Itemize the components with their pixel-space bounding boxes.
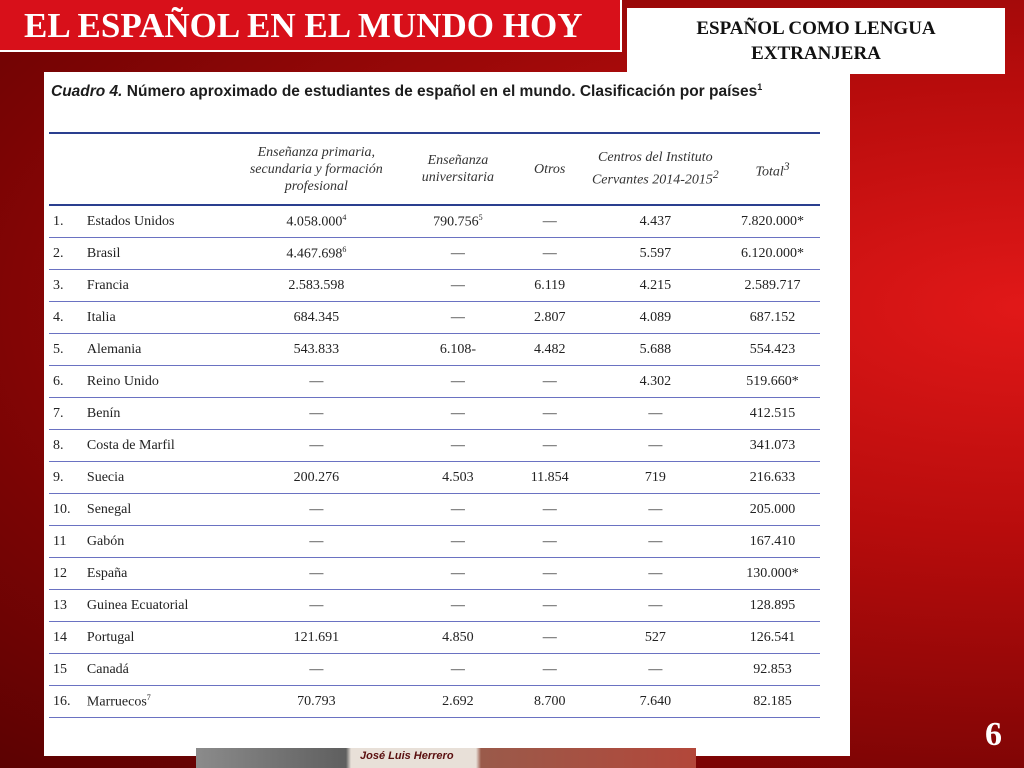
- cell-primary: [231, 462, 402, 494]
- cell-university-value: 2.692: [442, 693, 474, 709]
- cell-country-value: España: [86, 565, 128, 581]
- cell-others: [514, 558, 586, 590]
- header-university: Enseñanza universitaria: [402, 133, 514, 205]
- table-row: [49, 398, 820, 430]
- cell-country: [85, 238, 231, 270]
- cell-cervantes-value: 4.302: [639, 373, 672, 389]
- cell-rank-value: 16.: [53, 693, 71, 709]
- table-row: [49, 494, 820, 526]
- cell-university-value: —: [450, 501, 465, 517]
- cell-others: [514, 302, 586, 334]
- cell-cervantes: [586, 205, 726, 238]
- cell-rank-value: 15: [53, 661, 67, 677]
- cell-cervantes-value: 719: [644, 469, 666, 485]
- cell-country: [85, 654, 231, 686]
- cell-rank-value: 4.: [53, 309, 64, 325]
- table-header-row: [49, 133, 820, 205]
- cell-university: [402, 494, 514, 526]
- cell-others-value: 11.854: [530, 469, 569, 485]
- cell-university-value: —: [450, 277, 465, 293]
- cell-others-value: 8.700: [533, 693, 566, 709]
- cell-cervantes-value: —: [648, 501, 663, 517]
- slide-subtitle: ESPAÑOL COMO LENGUA EXTRANJERA: [627, 8, 1005, 74]
- cell-rank: [49, 494, 85, 526]
- cell-total: [725, 686, 820, 718]
- cell-university-note: 5: [478, 212, 483, 222]
- cell-university: [402, 302, 514, 334]
- cell-university: [402, 558, 514, 590]
- cell-cervantes-value: —: [648, 597, 663, 613]
- cell-country: [85, 526, 231, 558]
- cell-total: [725, 526, 820, 558]
- cell-university: [402, 686, 514, 718]
- cell-primary-value: —: [309, 373, 324, 389]
- cell-primary: [231, 238, 402, 270]
- cell-cervantes: [586, 334, 726, 366]
- cell-cervantes-value: 7.640: [639, 693, 672, 709]
- cell-primary-value: —: [309, 501, 324, 517]
- cell-country: [85, 590, 231, 622]
- cell-country-value: Estados Unidos: [86, 213, 175, 229]
- cell-cervantes: [586, 622, 726, 654]
- cell-country: [85, 398, 231, 430]
- cell-university: [402, 238, 514, 270]
- cell-primary: [231, 526, 402, 558]
- cell-primary: [231, 494, 402, 526]
- cell-university: [402, 270, 514, 302]
- cell-total-value: 128.895: [749, 597, 796, 613]
- table-row: [49, 526, 820, 558]
- cell-rank-value: 11: [53, 533, 67, 549]
- table-caption: [51, 82, 762, 101]
- cell-primary: [231, 590, 402, 622]
- cell-cervantes: [586, 654, 726, 686]
- cell-primary: [231, 686, 402, 718]
- cell-rank: [49, 622, 85, 654]
- cell-country-value: Guinea Ecuatorial: [86, 597, 189, 613]
- cell-cervantes: [586, 238, 726, 270]
- cell-total: [725, 494, 820, 526]
- cell-total-value: 205.000: [749, 501, 796, 517]
- cell-total-value: 130.000*: [746, 565, 799, 581]
- cell-others-value: —: [542, 373, 557, 389]
- cell-rank-value: 14: [53, 629, 67, 645]
- cell-others: [514, 654, 586, 686]
- cell-country: [85, 302, 231, 334]
- cell-primary-value: —: [309, 533, 324, 549]
- cell-cervantes-value: —: [648, 533, 663, 549]
- cell-primary: [231, 558, 402, 590]
- cell-country: [85, 622, 231, 654]
- table-row: [49, 302, 820, 334]
- cell-rank-value: 7.: [53, 405, 64, 421]
- cell-rank-value: 10.: [53, 501, 71, 517]
- cell-primary-value: 2.583.598: [288, 277, 345, 293]
- cell-rank: [49, 526, 85, 558]
- cell-rank-value: 1.: [53, 213, 64, 229]
- cell-others: [514, 430, 586, 462]
- cell-cervantes: [586, 686, 726, 718]
- cell-others-value: —: [542, 661, 557, 677]
- cell-rank: [49, 590, 85, 622]
- cell-primary-note: 4: [342, 212, 347, 222]
- cell-country: [85, 270, 231, 302]
- cell-rank-value: 9.: [53, 469, 64, 485]
- cell-others-value: —: [542, 629, 557, 645]
- cell-country-value: Suecia: [86, 469, 125, 485]
- header-country: [85, 133, 231, 205]
- table-row: [49, 205, 820, 238]
- cell-rank: [49, 558, 85, 590]
- cell-rank: [49, 302, 85, 334]
- cell-others: [514, 686, 586, 718]
- cell-cervantes-value: —: [648, 405, 663, 421]
- cell-others-value: —: [542, 213, 557, 229]
- cell-country: [85, 462, 231, 494]
- cell-rank: [49, 686, 85, 718]
- cell-primary: [231, 302, 402, 334]
- cell-others: [514, 462, 586, 494]
- cell-cervantes: [586, 526, 726, 558]
- cell-others-value: —: [542, 501, 557, 517]
- cell-others: [514, 270, 586, 302]
- cell-rank: [49, 334, 85, 366]
- cell-university-value: —: [450, 661, 465, 677]
- cell-rank: [49, 205, 85, 238]
- cell-rank: [49, 238, 85, 270]
- cell-primary-value: 684.345: [293, 309, 340, 325]
- cell-university-value: —: [450, 565, 465, 581]
- cell-primary: [231, 205, 402, 238]
- cell-primary: [231, 622, 402, 654]
- cell-university: [402, 366, 514, 398]
- cell-total: [725, 366, 820, 398]
- header-cervantes-note: 2: [712, 168, 719, 182]
- cell-country: [85, 558, 231, 590]
- cell-total-value: 216.633: [749, 469, 796, 485]
- caption-note: 1: [757, 82, 763, 92]
- cell-others: [514, 398, 586, 430]
- cell-primary-value: 200.276: [293, 469, 340, 485]
- cell-total-value: 6.120.000*: [741, 245, 805, 261]
- cell-country: [85, 334, 231, 366]
- table-row: [49, 462, 820, 494]
- students-table: [49, 132, 820, 718]
- cell-primary-note: 6: [342, 244, 347, 254]
- header-total-note: 3: [783, 159, 790, 173]
- cell-university: [402, 622, 514, 654]
- cell-total-value: 167.410: [749, 533, 796, 549]
- cell-university-value: —: [450, 245, 465, 261]
- cell-university: [402, 398, 514, 430]
- cell-cervantes: [586, 494, 726, 526]
- cell-primary-value: 121.691: [293, 629, 340, 645]
- cell-university: [402, 654, 514, 686]
- page-number: 6: [985, 716, 1002, 753]
- cell-university-value: 790.756: [433, 214, 479, 230]
- cell-total-value: 554.423: [749, 341, 796, 357]
- cell-primary: [231, 366, 402, 398]
- cell-cervantes-value: 4.215: [639, 277, 672, 293]
- cell-university-value: —: [450, 533, 465, 549]
- cell-total-value: 687.152: [749, 309, 796, 325]
- cell-cervantes: [586, 398, 726, 430]
- cell-university-value: —: [450, 309, 465, 325]
- cell-others-value: —: [542, 245, 557, 261]
- cell-university-value: —: [450, 405, 465, 421]
- cell-cervantes: [586, 462, 726, 494]
- table-row: [49, 558, 820, 590]
- table-row: [49, 590, 820, 622]
- cell-total-value: 82.185: [753, 693, 792, 709]
- cell-cervantes: [586, 366, 726, 398]
- cell-others-value: 2.807: [533, 309, 566, 325]
- cell-rank-value: 3.: [53, 277, 64, 293]
- cell-university-value: 4.503: [442, 469, 474, 485]
- cell-cervantes-value: 4.089: [639, 309, 672, 325]
- cell-university: [402, 205, 514, 238]
- cell-country: [85, 430, 231, 462]
- cell-rank-value: 8.: [53, 437, 64, 453]
- cell-total-value: 519.660*: [746, 373, 799, 389]
- cell-university-value: 4.850: [442, 629, 474, 645]
- cell-rank-value: 13: [53, 597, 67, 613]
- cell-rank: [49, 430, 85, 462]
- cell-primary-value: —: [309, 405, 324, 421]
- caption-text: Número aproximado de estudiantes de español en el mundo. Clasificación por países: [122, 83, 758, 101]
- cell-total-value: 92.853: [753, 661, 792, 677]
- cell-country: [85, 686, 231, 718]
- cell-university-value: —: [450, 373, 465, 389]
- cell-rank-value: 2.: [53, 245, 64, 261]
- cell-cervantes: [586, 270, 726, 302]
- cell-total: [725, 334, 820, 366]
- cell-cervantes-value: 4.437: [639, 213, 672, 229]
- cell-country-value: Brasil: [86, 245, 121, 261]
- cell-rank-value: 5.: [53, 341, 64, 357]
- table-row: [49, 622, 820, 654]
- cell-primary-value: 4.467.698: [286, 246, 343, 262]
- cell-university-value: —: [450, 597, 465, 613]
- cell-primary-value: 4.058.000: [286, 214, 343, 230]
- cell-total-value: 2.589.717: [744, 277, 801, 293]
- cell-others-value: —: [542, 533, 557, 549]
- cell-others-value: —: [542, 597, 557, 613]
- header-cervantes-label: Centros del Instituto Cervantes 2014-2015: [591, 150, 713, 188]
- cell-country: [85, 366, 231, 398]
- caption-lead: Cuadro 4.: [51, 83, 123, 101]
- cell-primary-value: —: [309, 661, 324, 677]
- cell-primary-value: —: [309, 437, 324, 453]
- cell-others: [514, 238, 586, 270]
- cell-primary: [231, 270, 402, 302]
- cell-primary: [231, 398, 402, 430]
- cell-country-value: Alemania: [86, 341, 142, 357]
- cell-primary-value: 543.833: [293, 341, 340, 357]
- cell-others-value: —: [542, 565, 557, 581]
- cell-total: [725, 398, 820, 430]
- cell-others: [514, 622, 586, 654]
- cell-others-value: —: [542, 437, 557, 453]
- cell-rank-value: 12: [53, 565, 67, 581]
- slide-title: EL ESPAÑOL EN EL MUNDO HOY: [0, 0, 622, 52]
- cell-country-value: Costa de Marfil: [86, 437, 175, 453]
- cell-cervantes-value: —: [648, 437, 663, 453]
- cell-total-value: 126.541: [749, 629, 796, 645]
- table-row: [49, 654, 820, 686]
- cell-rank: [49, 398, 85, 430]
- table-row: [49, 334, 820, 366]
- cell-total: [725, 270, 820, 302]
- cell-university: [402, 462, 514, 494]
- cell-others: [514, 205, 586, 238]
- cell-university-value: 6.108-: [439, 341, 476, 357]
- table-row: [49, 366, 820, 398]
- cell-others-value: —: [542, 405, 557, 421]
- cell-total-value: 7.820.000*: [741, 213, 805, 229]
- cell-primary-value: —: [309, 597, 324, 613]
- cell-country-value: Italia: [86, 309, 116, 325]
- table-row: [49, 430, 820, 462]
- cell-rank: [49, 462, 85, 494]
- cell-university: [402, 430, 514, 462]
- footer-author: José Luis Herrero: [360, 750, 454, 762]
- cell-total: [725, 302, 820, 334]
- cell-rank-value: 6.: [53, 373, 64, 389]
- cell-total: [725, 238, 820, 270]
- cell-country-value: Canadá: [86, 661, 129, 677]
- cell-university: [402, 526, 514, 558]
- cell-country-note: 7: [146, 692, 151, 702]
- cell-total-value: 341.073: [749, 437, 796, 453]
- cell-total: [725, 654, 820, 686]
- cell-others: [514, 366, 586, 398]
- table-document: [44, 72, 850, 756]
- cell-country-value: Portugal: [86, 629, 135, 645]
- cell-country: [85, 205, 231, 238]
- cell-others-value: 4.482: [533, 341, 566, 357]
- cell-primary-value: 70.793: [297, 693, 336, 709]
- cell-primary: [231, 334, 402, 366]
- header-total: [725, 133, 820, 205]
- cell-country-value: Reino Unido: [86, 373, 159, 389]
- cell-cervantes-value: 527: [644, 629, 666, 645]
- cell-total: [725, 558, 820, 590]
- cell-total-value: 412.515: [749, 405, 796, 421]
- cell-cervantes-value: 5.688: [639, 341, 672, 357]
- cell-others: [514, 494, 586, 526]
- cell-country-value: Senegal: [86, 501, 132, 517]
- header-cervantes: [586, 133, 726, 205]
- cell-others: [514, 526, 586, 558]
- cell-country-value: Francia: [86, 277, 129, 293]
- cell-cervantes: [586, 430, 726, 462]
- cell-primary: [231, 430, 402, 462]
- cell-country: [85, 494, 231, 526]
- cell-total: [725, 590, 820, 622]
- cell-primary-value: —: [309, 565, 324, 581]
- cell-cervantes-value: —: [648, 661, 663, 677]
- cell-cervantes: [586, 590, 726, 622]
- cell-cervantes-value: —: [648, 565, 663, 581]
- cell-university-value: —: [450, 437, 465, 453]
- cell-country-value: Gabón: [86, 533, 125, 549]
- table-row: [49, 686, 820, 718]
- cell-cervantes: [586, 302, 726, 334]
- cell-others-value: 6.119: [534, 277, 566, 293]
- header-total-label: Total: [755, 164, 784, 180]
- cell-university: [402, 334, 514, 366]
- cell-total: [725, 205, 820, 238]
- cell-total: [725, 622, 820, 654]
- header-rank: [49, 133, 85, 205]
- table-row: [49, 238, 820, 270]
- cell-rank: [49, 366, 85, 398]
- cell-rank: [49, 270, 85, 302]
- cell-country-value: Benín: [86, 405, 121, 421]
- cell-cervantes-value: 5.597: [639, 245, 672, 261]
- header-primary: Enseñanza primaria, secundaria y formación profesional: [231, 133, 402, 205]
- cell-cervantes: [586, 558, 726, 590]
- table-row: [49, 270, 820, 302]
- header-others: Otros: [514, 133, 586, 205]
- cell-rank: [49, 654, 85, 686]
- cell-total: [725, 430, 820, 462]
- cell-primary: [231, 654, 402, 686]
- cell-others: [514, 590, 586, 622]
- cell-university: [402, 590, 514, 622]
- cell-total: [725, 462, 820, 494]
- cell-country-value: Marruecos: [86, 694, 147, 710]
- cell-others: [514, 334, 586, 366]
